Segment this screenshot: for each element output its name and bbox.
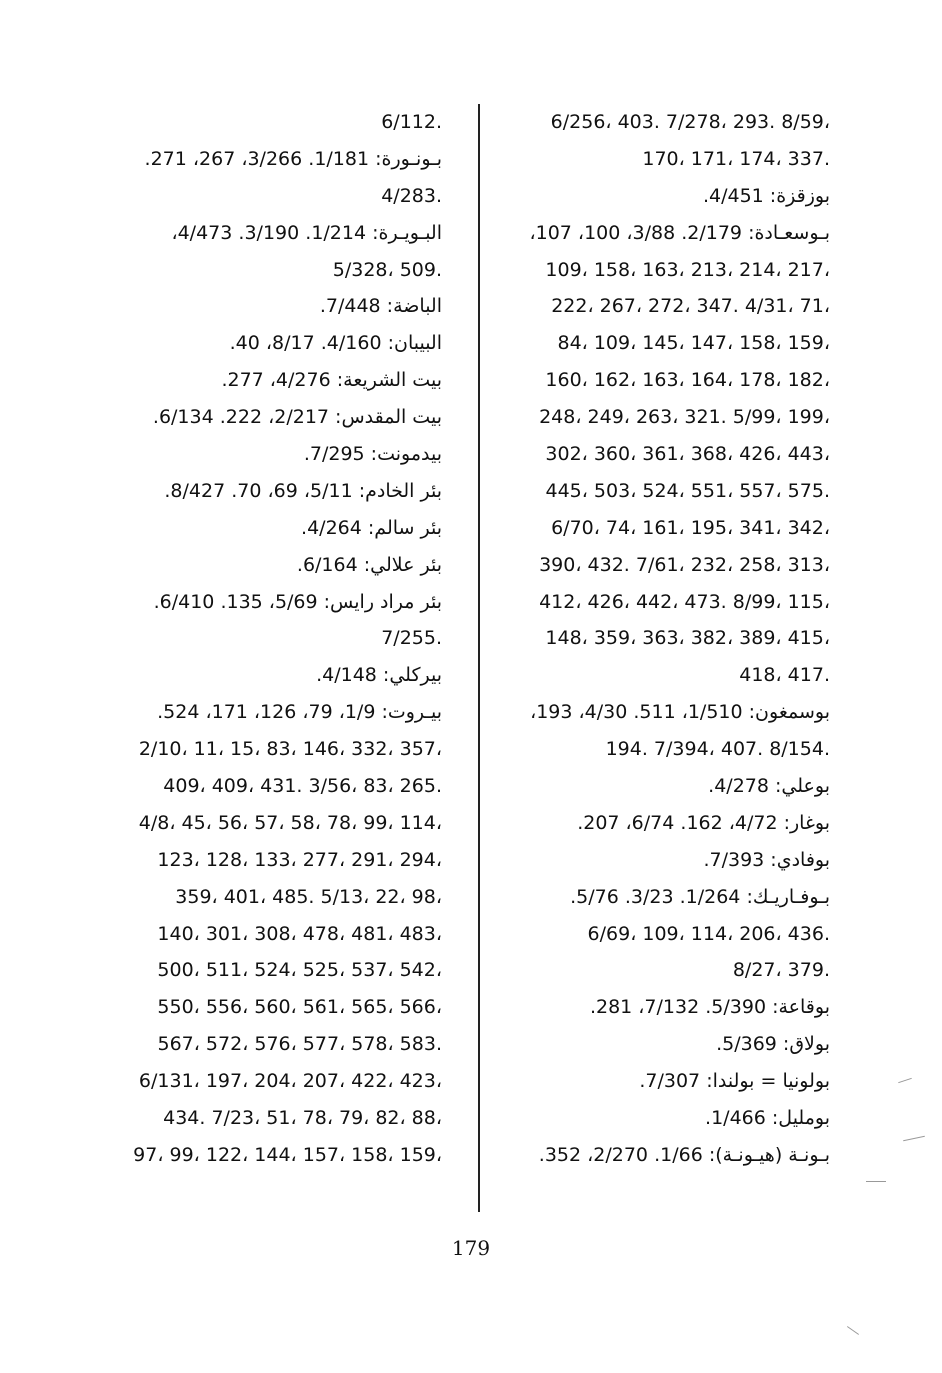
index-entry-line: 412، 426، 442، 473. 8/99، 115،	[539, 590, 830, 613]
index-entry-line: 84، 109، 145، 147، 158، 159،	[557, 332, 830, 355]
index-entry-line: 6/70، 74، 161، 195، 341، 342،	[551, 516, 830, 539]
index-entry-line: 140، 301، 308، 478، 481، 483،	[157, 922, 442, 945]
index-entry-line: بئر الخادم: 5/11، 69، 70. 8/427.	[164, 479, 442, 502]
index-entry-line: 4/283.	[381, 184, 442, 207]
index-entry-line: بيـروت: 1/9، 79، 126، 171، 524.	[157, 701, 442, 724]
index-entry-line: 6/112.	[381, 111, 442, 133]
index-entry-line: 6/256، 403. 7/278، 293. 8/59،	[550, 111, 830, 133]
column-divider	[478, 104, 480, 1212]
index-entry-line: بولونيا = بولندا: 7/307.	[639, 1070, 830, 1093]
scan-mark	[847, 1326, 859, 1335]
scan-mark	[898, 1078, 912, 1083]
index-entry-line: 123، 128، 133، 277، 291، 294،	[157, 848, 442, 871]
index-entry-line: 4/8، 45، 56، 57، 58، 78، 99، 114،	[138, 811, 442, 834]
index-entry-line: بوزقزة: 4/451.	[702, 184, 830, 207]
index-entry-line: بوسمغون: 1/510، 511. 4/30، 193،	[530, 701, 830, 724]
index-entry-line: 6/131، 197، 204، 207، 422، 423،	[138, 1070, 442, 1093]
index-entry-line: بئر مراد رايس: 5/69، 135. 6/410.	[153, 590, 442, 613]
index-entry-line: بئر سالم: 4/264.	[301, 516, 442, 539]
index-entry-line: 359، 401، 485. 5/13، 22، 98،	[175, 885, 442, 908]
index-entry-line: بـونـة (هيـونـة): 1/66. 2/270، 352.	[538, 1143, 830, 1166]
index-entry-line: بـوفـاريـك: 1/264. 3/23. 5/76.	[570, 885, 830, 908]
index-entry-line: 5/328، 509.	[332, 258, 442, 281]
index-entry-line: بيت المقدس: 2/217، 222. 6/134.	[152, 406, 442, 429]
index-entry-line: 390، 432. 7/61، 232، 258، 313،	[539, 553, 830, 576]
index-entry-line: بوقاعة: 5/390. 7/132، 281.	[589, 996, 830, 1019]
index-entry-line: بـونـورة: 1/181. 3/266، 267، 271.	[144, 147, 442, 170]
index-entry-line: بوعلي: 4/278.	[708, 775, 830, 798]
index-entry-line: 7/255.	[381, 627, 442, 650]
index-entry-line: بـوسعـادة: 2/179. 3/88، 100، 107،	[529, 221, 830, 244]
index-entry-line: بوفادي: 7/393.	[703, 848, 830, 871]
index-entry-line: 302، 360، 361، 368، 426، 443،	[545, 443, 830, 466]
index-entry-line: 248، 249، 263، 321. 5/99، 199،	[539, 406, 830, 429]
index-entry-line: بوغار: 4/72، 162. 6/74، 207.	[577, 811, 830, 834]
index-entry-line: 160، 162، 163، 164، 178، 182،	[545, 369, 830, 392]
index-entry-line: 418، 417.	[739, 664, 830, 687]
index-entry-line: 148، 359، 363، 382، 389، 415،	[545, 627, 830, 650]
index-column-right	[500, 104, 830, 1174]
index-entry-line: 222، 267، 272، 347. 4/31، 71،	[551, 295, 830, 318]
index-column-left	[102, 104, 442, 1174]
scan-mark	[866, 1181, 886, 1182]
index-entry-line: بولاق: 5/369.	[716, 1033, 830, 1056]
index-entry-line: 500، 511، 524، 525، 537، 542،	[157, 959, 442, 982]
scan-mark	[903, 1136, 925, 1142]
index-entry-line: الباضة: 7/448.	[319, 295, 442, 318]
index-entry-line: بيدمونت: 7/295.	[303, 443, 442, 466]
index-entry-line: 550، 556، 560، 561، 565، 566،	[157, 996, 442, 1019]
index-entry-line: 445، 503، 524، 551، 557، 575.	[545, 479, 830, 502]
index-entry-line: 434. 7/23، 51، 78، 79، 82، 88،	[163, 1107, 442, 1130]
index-entry-line: 6/69، 109، 114، 206، 436.	[587, 922, 830, 945]
index-entry-line: 109، 158، 163، 213، 214، 217،	[545, 258, 830, 281]
index-entry-line: بيركلي: 4/148.	[316, 664, 442, 687]
index-entry-line: بئر علالي: 6/164.	[296, 553, 442, 576]
index-entry-line: 170، 171، 174، 337.	[642, 147, 830, 170]
index-entry-line: 409، 409، 431. 3/56، 83، 265.	[163, 775, 442, 798]
index-entry-line: 2/10، 11، 15، 83، 146، 332، 357،	[138, 738, 442, 761]
index-entry-line: بيت الشريعة: 4/276، 277.	[221, 369, 442, 392]
index-entry-line: 97، 99، 122، 144، 157، 158، 159،	[133, 1143, 442, 1166]
index-entry-line: 194. 7/394، 407. 8/154.	[605, 738, 830, 761]
index-entry-line: البـويـرة: 1/214. 3/190. 4/473،	[171, 221, 442, 244]
index-entry-line: بومليل: 1/466.	[705, 1107, 830, 1130]
index-entry-line: 8/27، 379.	[732, 959, 830, 982]
index-entry-line: البيبان: 4/160. 8/17، 40.	[229, 332, 442, 355]
index-entry-line: 567، 572، 576، 577، 578، 583.	[157, 1033, 442, 1056]
page-number: 179	[451, 1236, 491, 1260]
